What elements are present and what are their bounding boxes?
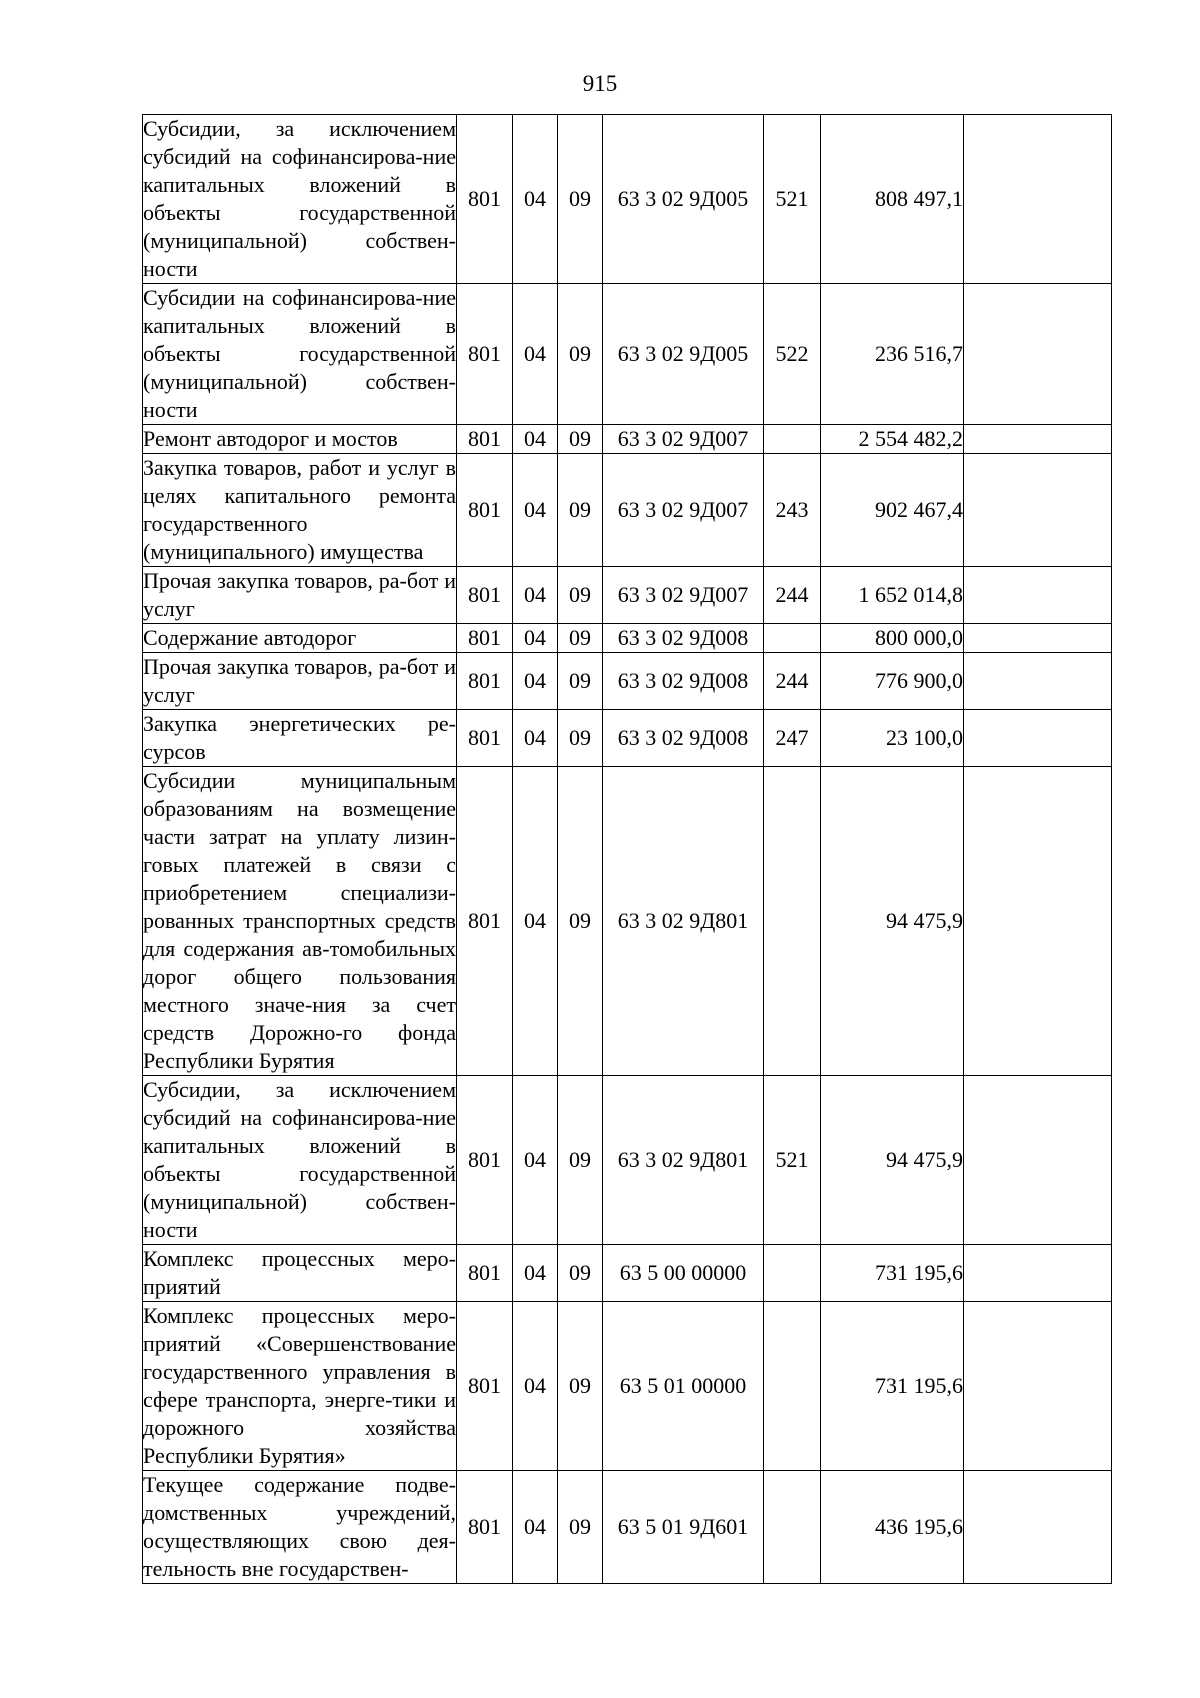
table-row	[143, 425, 1112, 454]
row-rz: 04	[513, 567, 558, 624]
row-sum: 902 467,4	[821, 454, 964, 567]
table-row	[143, 567, 1112, 624]
table-row	[143, 624, 1112, 653]
row-pr: 09	[558, 115, 603, 284]
row-rz: 04	[513, 767, 558, 1076]
table-row	[143, 454, 1112, 567]
row-pr: 09	[558, 284, 603, 425]
row-grbs: 801	[457, 284, 513, 425]
budget-table	[142, 114, 1112, 1584]
row-name: Ремонт автодорог и мостов	[143, 425, 457, 454]
row-rz: 04	[513, 1471, 558, 1584]
row-name: Прочая закупка товаров, ра-бот и услуг	[143, 567, 457, 624]
row-sum: 731 195,6	[821, 1302, 964, 1471]
row-csr: 63 5 01 00000	[603, 1302, 764, 1471]
row-sum: 776 900,0	[821, 653, 964, 710]
row-pr: 09	[558, 1076, 603, 1245]
row-pr: 09	[558, 653, 603, 710]
row-vr	[764, 1471, 821, 1584]
row-rz: 04	[513, 425, 558, 454]
row-vr: 244	[764, 567, 821, 624]
row-grbs: 801	[457, 454, 513, 567]
table-row	[143, 115, 1112, 284]
row-rz: 04	[513, 284, 558, 425]
row-name: Субсидии, за исключением субсидий на софинансирова-ние капитальных вложений в объекты государственной (муниципальной) собствен-ности	[143, 115, 457, 284]
row-csr: 63 3 02 9Д008	[603, 653, 764, 710]
row-sum: 1 652 014,8	[821, 567, 964, 624]
table-row	[143, 1302, 1112, 1471]
row-extra	[964, 425, 1112, 454]
row-vr	[764, 425, 821, 454]
row-extra	[964, 1302, 1112, 1471]
row-pr: 09	[558, 767, 603, 1076]
row-pr: 09	[558, 454, 603, 567]
table-row	[143, 710, 1112, 767]
row-csr: 63 3 02 9Д005	[603, 115, 764, 284]
row-vr: 244	[764, 653, 821, 710]
row-sum: 800 000,0	[821, 624, 964, 653]
row-rz: 04	[513, 624, 558, 653]
page-number: 915	[582, 71, 618, 96]
row-csr: 63 3 02 9Д008	[603, 710, 764, 767]
row-vr	[764, 624, 821, 653]
row-sum: 23 100,0	[821, 710, 964, 767]
row-extra	[964, 284, 1112, 425]
row-grbs: 801	[457, 567, 513, 624]
table-row	[143, 1471, 1112, 1584]
row-csr: 63 3 02 9Д801	[603, 1076, 764, 1245]
row-name: Субсидии муниципальным образованиям на возмещение части затрат на уплату лизин-говых платежей в связи с приобретением специализи-рованных транспортных средств для содержания ав-томобильных дорог общего пользования местного значе-ния за счет средств Дорожно-го фонда Республики Бурятия	[143, 767, 457, 1076]
row-pr: 09	[558, 710, 603, 767]
row-rz: 04	[513, 1245, 558, 1302]
row-extra	[964, 624, 1112, 653]
row-extra	[964, 454, 1112, 567]
row-grbs: 801	[457, 710, 513, 767]
row-name: Текущее содержание подве-домственных учреждений, осуществляющих свою дея-тельность вне государствен-	[143, 1471, 457, 1584]
row-grbs: 801	[457, 624, 513, 653]
row-sum: 731 195,6	[821, 1245, 964, 1302]
row-pr: 09	[558, 1245, 603, 1302]
row-extra	[964, 653, 1112, 710]
row-extra	[964, 115, 1112, 284]
row-grbs: 801	[457, 653, 513, 710]
row-rz: 04	[513, 1302, 558, 1471]
row-vr: 522	[764, 284, 821, 425]
table-body	[143, 115, 1112, 1584]
row-csr: 63 3 02 9Д008	[603, 624, 764, 653]
row-csr: 63 3 02 9Д801	[603, 767, 764, 1076]
row-rz: 04	[513, 710, 558, 767]
row-rz: 04	[513, 115, 558, 284]
table-row	[143, 767, 1112, 1076]
row-csr: 63 3 02 9Д005	[603, 284, 764, 425]
row-vr: 521	[764, 1076, 821, 1245]
row-pr: 09	[558, 425, 603, 454]
row-name: Субсидии на софинансирова-ние капитальных вложений в объекты государственной (муниципальной) собствен-ности	[143, 284, 457, 425]
row-name: Комплекс процессных меро-приятий «Совершенствование государственного управления в сфере транспорта, энерге-тики и дорожного хозяйства Республики Бурятия»	[143, 1302, 457, 1471]
row-grbs: 801	[457, 1471, 513, 1584]
row-pr: 09	[558, 567, 603, 624]
table-row	[143, 284, 1112, 425]
row-rz: 04	[513, 653, 558, 710]
row-name: Комплекс процессных меро-приятий	[143, 1245, 457, 1302]
row-csr: 63 5 01 9Д601	[603, 1471, 764, 1584]
row-extra	[964, 767, 1112, 1076]
row-extra	[964, 1471, 1112, 1584]
row-name: Закупка товаров, работ и услуг в целях капитального ремонта государственного (муниципального) имущества	[143, 454, 457, 567]
row-sum: 436 195,6	[821, 1471, 964, 1584]
row-vr	[764, 1302, 821, 1471]
row-vr: 247	[764, 710, 821, 767]
row-name: Содержание автодорог	[143, 624, 457, 653]
row-rz: 04	[513, 454, 558, 567]
row-pr: 09	[558, 1471, 603, 1584]
row-sum: 808 497,1	[821, 115, 964, 284]
row-csr: 63 3 02 9Д007	[603, 425, 764, 454]
row-sum: 94 475,9	[821, 767, 964, 1076]
row-sum: 236 516,7	[821, 284, 964, 425]
table-row	[143, 1245, 1112, 1302]
row-vr	[764, 1245, 821, 1302]
row-vr: 243	[764, 454, 821, 567]
row-grbs: 801	[457, 1076, 513, 1245]
row-csr: 63 5 00 00000	[603, 1245, 764, 1302]
row-extra	[964, 1076, 1112, 1245]
row-extra	[964, 710, 1112, 767]
row-grbs: 801	[457, 1302, 513, 1471]
row-grbs: 801	[457, 767, 513, 1076]
row-sum: 94 475,9	[821, 1076, 964, 1245]
row-extra	[964, 567, 1112, 624]
table-row	[143, 1076, 1112, 1245]
table-row	[143, 653, 1112, 710]
row-pr: 09	[558, 624, 603, 653]
row-name: Субсидии, за исключением субсидий на софинансирова-ние капитальных вложений в объекты государственной (муниципальной) собствен-ности	[143, 1076, 457, 1245]
row-grbs: 801	[457, 1245, 513, 1302]
row-name: Закупка энергетических ре-сурсов	[143, 710, 457, 767]
row-csr: 63 3 02 9Д007	[603, 454, 764, 567]
row-grbs: 801	[457, 425, 513, 454]
row-csr: 63 3 02 9Д007	[603, 567, 764, 624]
row-vr: 521	[764, 115, 821, 284]
row-extra	[964, 1245, 1112, 1302]
row-sum: 2 554 482,2	[821, 425, 964, 454]
row-rz: 04	[513, 1076, 558, 1245]
row-name: Прочая закупка товаров, ра-бот и услуг	[143, 653, 457, 710]
row-grbs: 801	[457, 115, 513, 284]
row-pr: 09	[558, 1302, 603, 1471]
row-vr	[764, 767, 821, 1076]
